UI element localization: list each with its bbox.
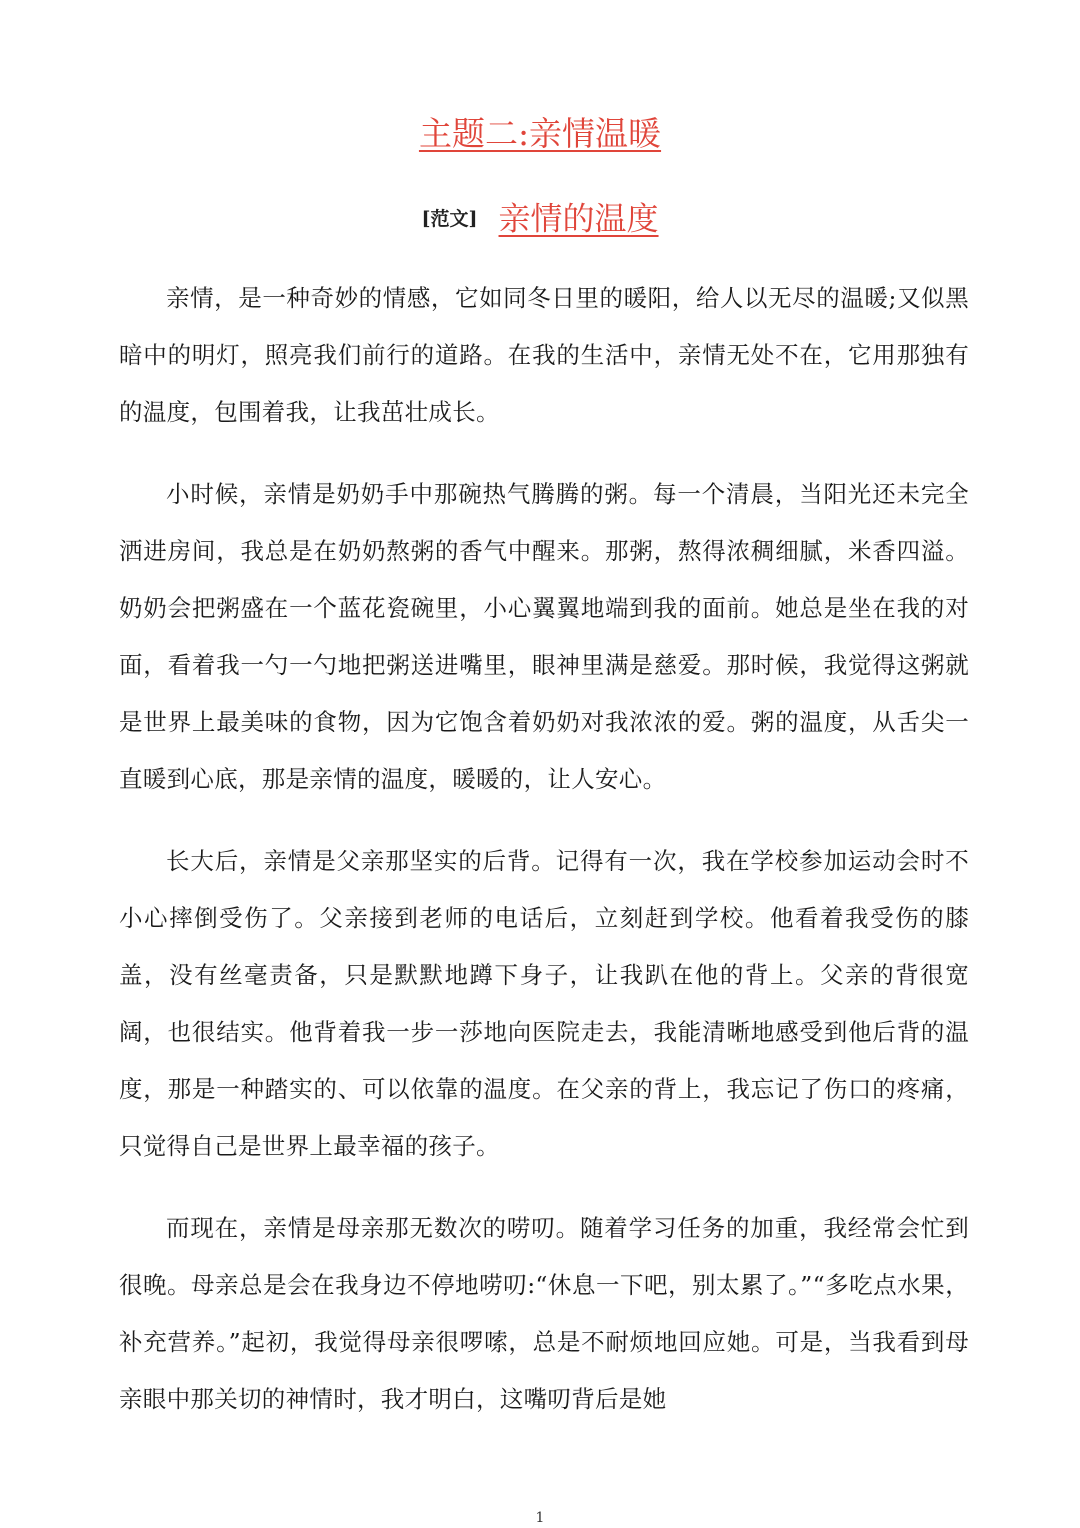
paragraph-mother: 而现在，亲情是母亲那无数次的唠叨。随着学习任务的加重，我经常会忙到很晚。母亲总是会在我身边不停地唠叨:“休息一下吧，别太累了。”“多吃点水果，补充营养。”起初，我觉得母亲很啰嗦，总是不耐烦地回应她。可是，当我看到母亲眼中那关切的神情时，我才明白，这嘴叨背后是她 (119, 1214, 969, 1413)
paragraph-grandmother: 小时候，亲情是奶奶手中那碗热气腾腾的粥。每一个清晨，当阳光还未完全洒进房间，我总是在奶奶熬粥的香气中醒来。那粥，熬得浓稠细腻，米香四溢。奶奶会把粥盛在一个蓝花瓷碗里，小心翼翼地端到我的面前。她总是坐在我的对面，看着我一勺一勺地把粥送进嘴里，眼神里满是慈爱。那时候，我觉得这粥就是世界上最美味的食物，因为它饱含着奶奶对我浓浓的爱。粥的温度，从舌尖一直暖到心底，那是亲情的温度，暖暖的，让人安心。 (119, 480, 969, 793)
essay-title: 亲情的温度 (498, 199, 659, 238)
sample-essay-tag: [范文] (421, 207, 478, 230)
paragraph-father: 长大后，亲情是父亲那坚实的后背。记得有一次，我在学校参加运动会时不小心摔倒受伤了。父亲接到老师的电话后，立刻赶到学校。他看着我受伤的膝盖，没有丝毫责备，只是默默地蹲下身子，让我趴在他的背上。父亲的背很宽阔，也很结实。他背着我一步一莎地向医院走去，我能清晰地感受到他后背的温度，那是一种踏实的、可以依靠的温度。在父亲的背上，我忘记了伤口的疼痛，只觉得自己是世界上最幸福的孩子。 (119, 847, 969, 1160)
paragraph-intro: 亲情，是一种奇妙的情感，它如同冬日里的暖阳，给人以无尽的温暖;又似黑暗中的明灯，照亮我们前行的道路。在我的生活中，亲情无处不在，它用那独有的温度，包围着我，让我茁壮成长。 (119, 284, 969, 426)
essay-body (119, 270, 969, 1453)
essay-header (0, 190, 1080, 247)
page-number: 1 (535, 1510, 545, 1526)
theme-title: 主题二:亲情温暖 (418, 114, 662, 153)
